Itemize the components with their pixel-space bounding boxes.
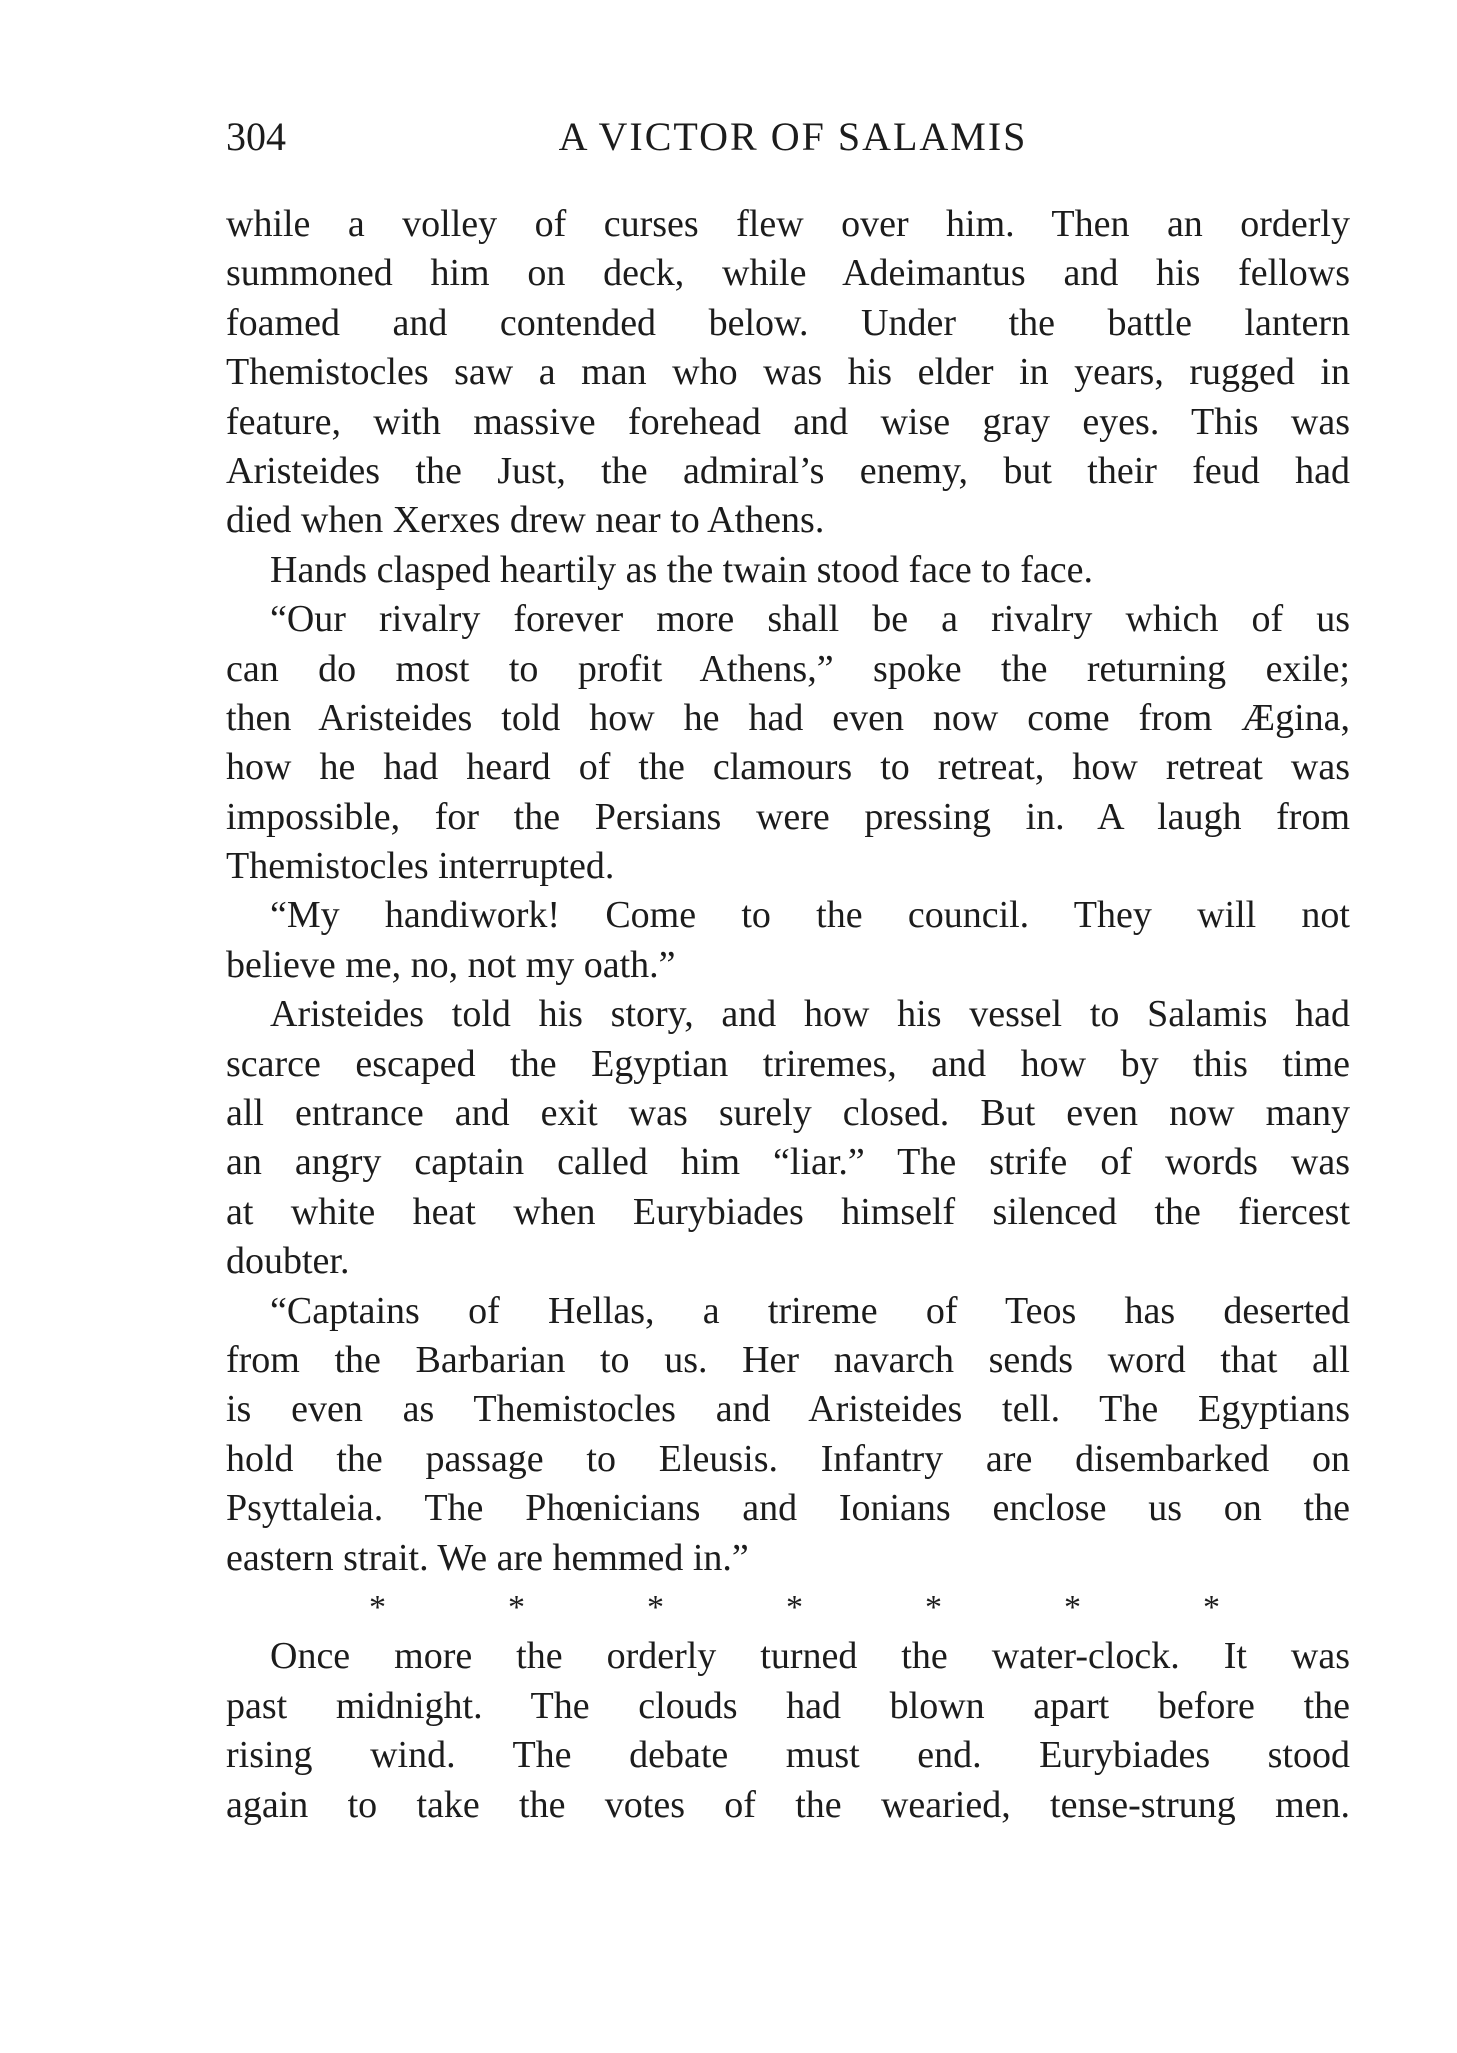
body-text (226, 200, 1350, 1830)
text-line: “Captains of Hellas, a trireme of Teos has deserted (270, 1289, 1350, 1332)
text-line: Themistocles interrupted. (226, 845, 615, 888)
text-line: from the Barbarian to us. Her navarch sends word that all (226, 1338, 1350, 1381)
text-line: foamed and contended below. Under the battle lantern (226, 301, 1350, 344)
section-break-star: * (1064, 1588, 1081, 1626)
section-break-star: * (925, 1588, 942, 1626)
text-line: an angry captain called him “liar.” The strife of words was (226, 1141, 1350, 1184)
text-line: again to take the votes of the wearied, tense-strung men. (226, 1783, 1350, 1826)
text-line: at white heat when Eurybiades himself silenced the fiercest (226, 1190, 1350, 1233)
text-line: Once more the orderly turned the water-clock. It was (270, 1635, 1350, 1678)
text-line: how he had heard of the clamours to retreat, how retreat was (226, 746, 1350, 789)
section-break-star: * (786, 1588, 803, 1626)
section-break-star: * (1203, 1588, 1220, 1626)
text-line: believe me, no, not my oath.” (226, 943, 676, 986)
text-line: while a volley of curses flew over him. Then an orderly (226, 203, 1350, 245)
text-line: impossible, for the Persians were pressing in. A laugh from (226, 795, 1350, 838)
text-line: past midnight. The clouds had blown apart before the (226, 1684, 1350, 1727)
text-line: scarce escaped the Egyptian triremes, and how by this time (226, 1042, 1350, 1085)
text-line: “My handiwork! Come to the council. They will not (270, 894, 1350, 937)
text-line: died when Xerxes drew near to Athens. (226, 499, 825, 542)
running-title: A VICTOR OF SALAMIS (558, 114, 1028, 159)
section-break-star: * (508, 1588, 525, 1626)
section-break-star: * (647, 1588, 664, 1626)
text-line: then Aristeides told how he had even now come from Ægina, (226, 696, 1350, 739)
text-line: hold the passage to Eleusis. Infantry are disembarked on (226, 1437, 1350, 1480)
section-break-star: * (369, 1588, 386, 1626)
page-header (226, 112, 1350, 162)
text-line: can do most to profit Athens,” spoke the returning exile; (226, 647, 1350, 690)
text-line: is even as Themistocles and Aristeides tell. The Egyptians (226, 1388, 1350, 1431)
text-line: Aristeides told his story, and how his vessel to Salamis had (270, 993, 1350, 1036)
text-line: Hands clasped heartily as the twain stood face to face. (270, 548, 1094, 591)
text-line: summoned him on deck, while Adeimantus and his fellows (226, 252, 1350, 295)
page-number: 304 (226, 114, 286, 159)
text-line: all entrance and exit was surely closed. But even now many (226, 1092, 1350, 1135)
text-line: Themistocles saw a man who was his elder in years, rugged in (226, 351, 1350, 394)
text-line: “Our rivalry forever more shall be a rivalry which of us (270, 598, 1350, 641)
text-line: rising wind. The debate must end. Eurybiades stood (226, 1734, 1350, 1777)
text-line: eastern strait. We are hemmed in.” (226, 1536, 749, 1579)
section-break (226, 1583, 1350, 1632)
text-line: doubter. (226, 1240, 350, 1283)
text-line: feature, with massive forehead and wise gray eyes. This was (226, 400, 1350, 443)
text-line: Psyttaleia. The Phœnicians and Ionians enclose us on the (226, 1487, 1350, 1530)
text-line: Aristeides the Just, the admiral’s enemy, but their feud had (226, 449, 1350, 492)
